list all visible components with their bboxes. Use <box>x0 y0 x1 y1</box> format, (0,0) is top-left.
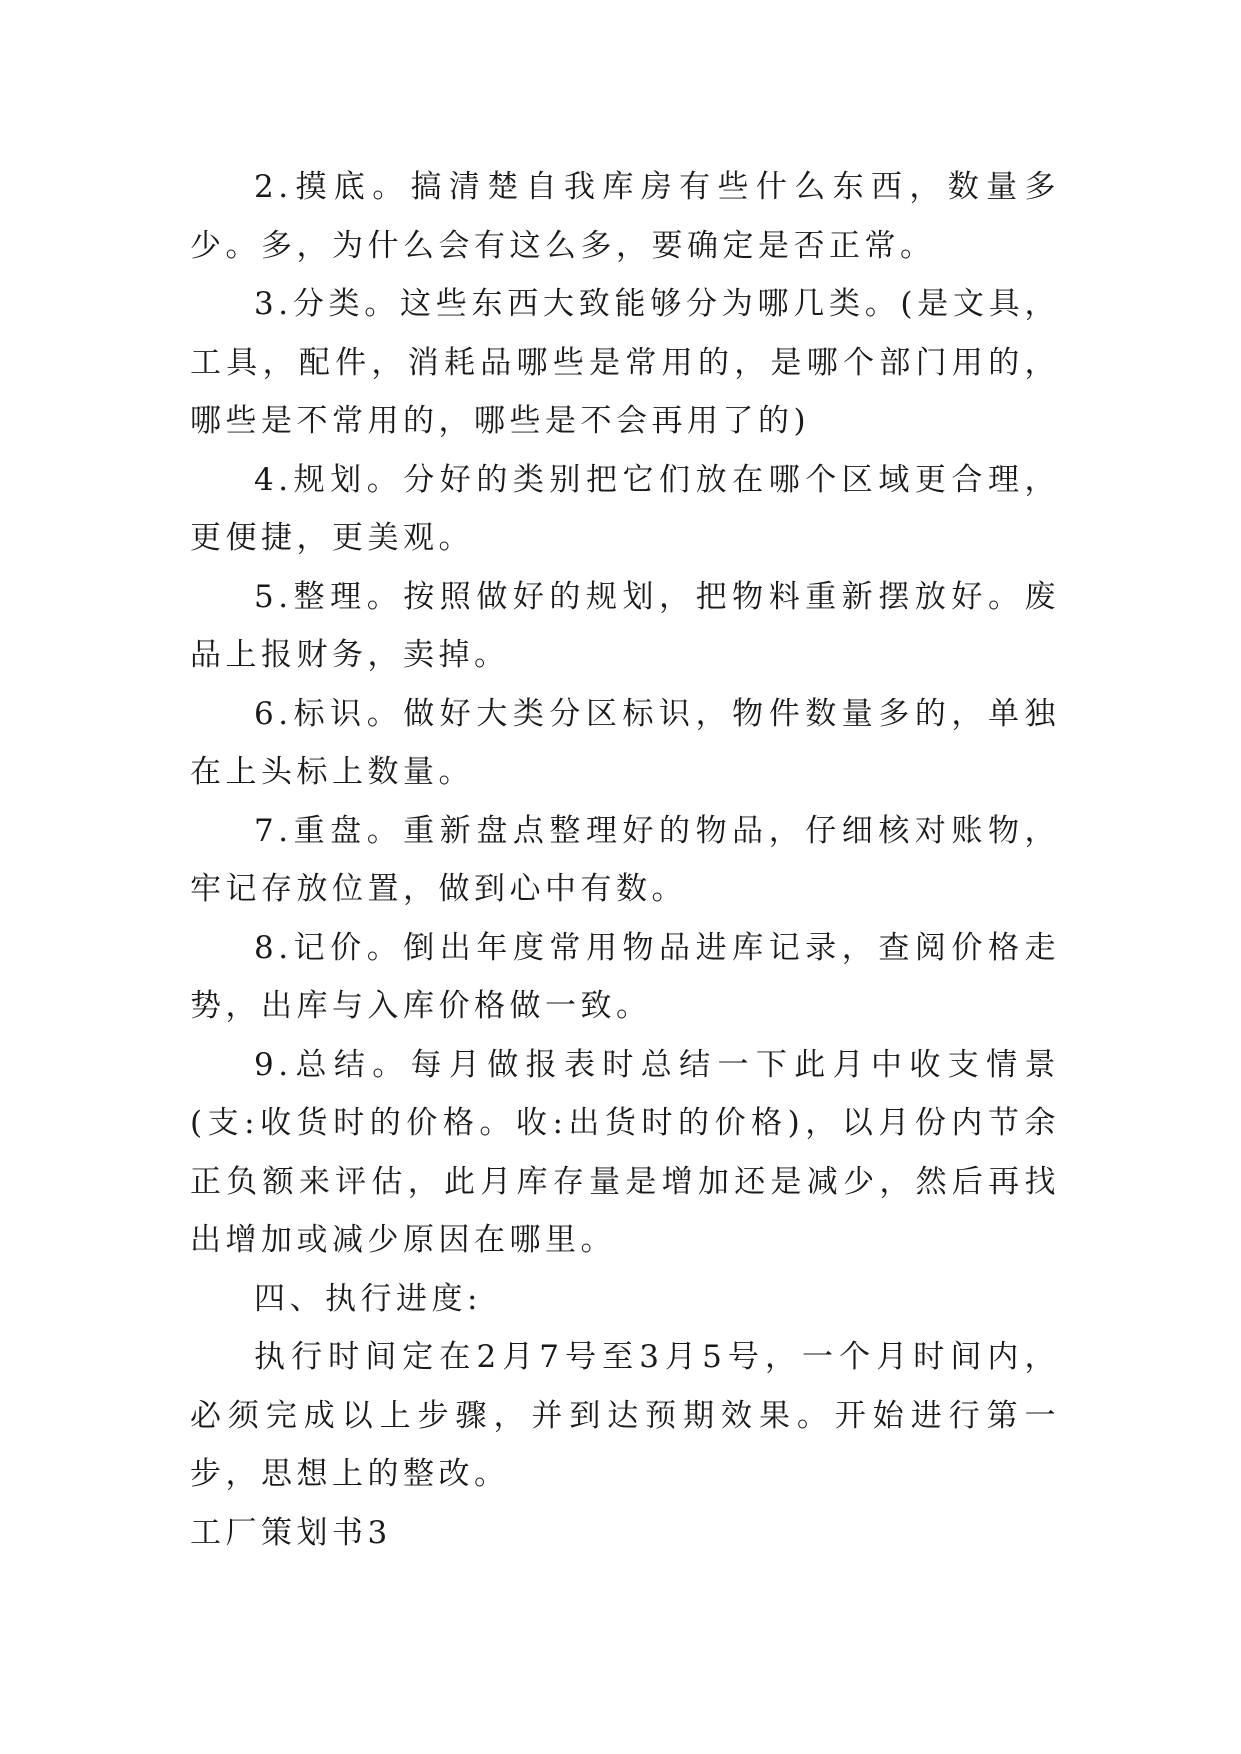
paragraph-schedule: 执行时间定在2月7号至3月5号，一个月时间内，必须完成以上步骤，并到达预期效果。开始进行第一步，思想上的整改。 <box>190 1339 1060 1492</box>
paragraph-step-9: 9.总结。每月做报表时总结一下此月中收支情景(支:收货时的价格。收:出货时的价格)，以月份内节余正负额来评估，此月库存量是增加还是减少，然后再找出增加或减少原因在哪里。 <box>190 1046 1060 1258</box>
paragraph-step-5: 5.整理。按照做好的规划，把物料重新摆放好。废品上报财务，卖掉。 <box>190 578 1060 673</box>
paragraph-step-3: 3.分类。这些东西大致能够分为哪几类。(是文具，工具，配件，消耗品哪些是常用的，是哪个部门用的，哪些是不常用的，哪些是不会再用了的) <box>190 286 1060 439</box>
paragraph-step-6: 6.标识。做好大类分区标识，物件数量多的，单独在上头标上数量。 <box>190 695 1060 790</box>
section-subheading-progress: 四、执行进度: <box>254 1280 482 1317</box>
document-body <box>190 158 1060 1562</box>
paragraph-step-7: 7.重盘。重新盘点整理好的物品，仔细核对账物，牢记存放位置，做到心中有数。 <box>190 812 1060 907</box>
paragraph-step-4: 4.规划。分好的类别把它们放在哪个区域更合理，更便捷，更美观。 <box>190 461 1060 556</box>
paragraph-step-8: 8.记价。倒出年度常用物品进库记录，查阅价格走势，出库与入库价格做一致。 <box>190 929 1060 1024</box>
section-heading: 工厂策划书3 <box>190 1514 392 1551</box>
paragraph-step-2: 2.摸底。搞清楚自我库房有些什么东西，数量多少。多，为什么会有这么多，要确定是否正常。 <box>190 169 1060 264</box>
